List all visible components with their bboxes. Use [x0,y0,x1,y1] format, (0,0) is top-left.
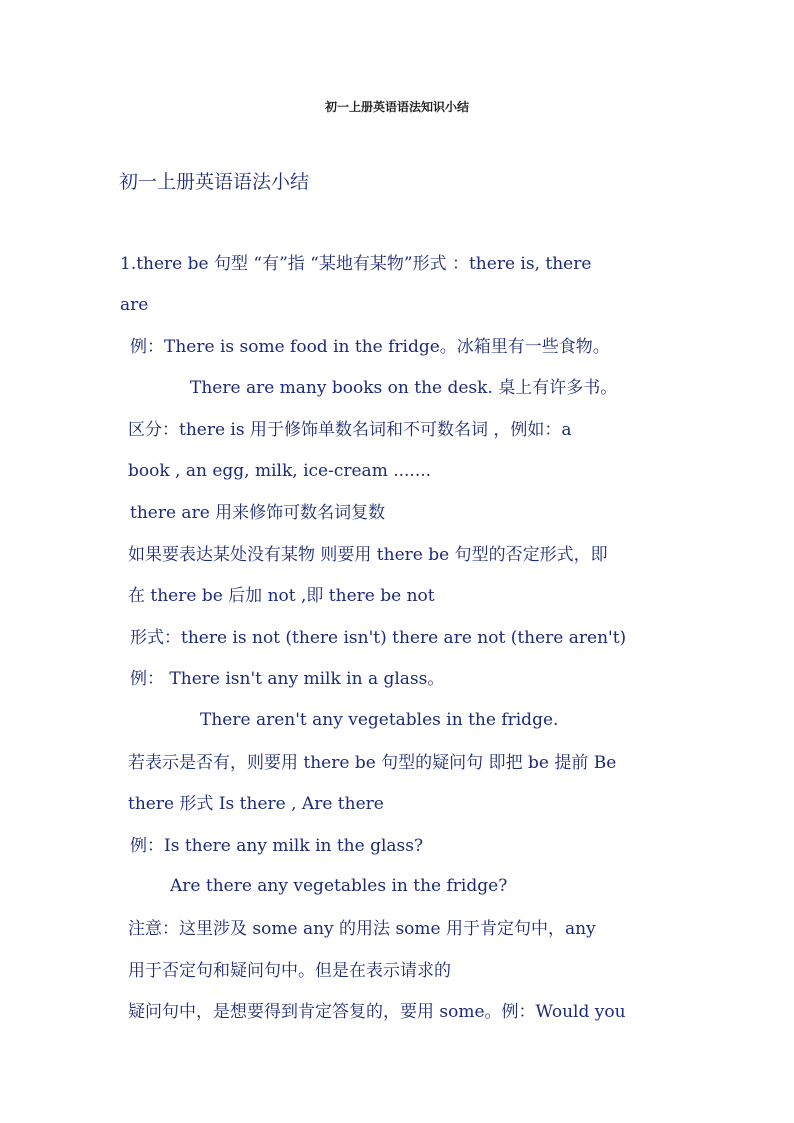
document-title: 初一上册英语语法知识小结 [324,100,469,114]
text-line-3: 例：There is some food in the fridge。冰箱里有一些食物。 [130,337,610,357]
text-line-14: there 形式 Is there , Are there [128,794,384,814]
text-line-9: 在 there be 后加 not ,即 there be not [128,586,435,606]
text-line-15: 例：Is there any milk in the glass? [130,836,424,856]
section-heading: 初一上册英语语法小结 [119,171,310,193]
text-line-8: 如果要表达某处没有某物 则要用 there be 句型的否定形式，即 [128,545,608,565]
text-line-5: 区分：there is 用于修饰单数名词和不可数名词 ，例如：a [128,420,572,440]
text-line-4: There are many books on the desk. 桌上有许多书。 [190,378,618,398]
text-line-13: 若表示是否有，则要用 there be 句型的疑问句 即把 be 提前 Be [128,753,617,773]
text-line-10: 形式：there is not (there isn't) there are not (there aren't) [130,628,627,648]
text-line-2: are [120,295,149,315]
text-line-11: 例： There isn't any milk in a glass。 [130,669,445,689]
text-line-12: There aren't any vegetables in the fridge. [200,710,559,730]
text-line-1: 1.there be 句型 “有”指 “某地有某物”形式 ：there is, there [120,254,592,274]
text-line-6: book , an egg, milk, ice-cream ....... [128,461,432,481]
text-line-17: 注意：这里涉及 some any 的用法 some 用于肯定句中，any [128,919,596,939]
text-line-18: 用于否定句和疑问句中。但是在表示请求的 [128,961,451,981]
text-line-19: 疑问句中，是想要得到肯定答复的，要用 some。例：Would you [128,1002,626,1022]
text-line-7: there are 用来修饰可数名词复数 [130,503,386,523]
text-line-16: Are there any vegetables in the fridge? [170,876,508,896]
